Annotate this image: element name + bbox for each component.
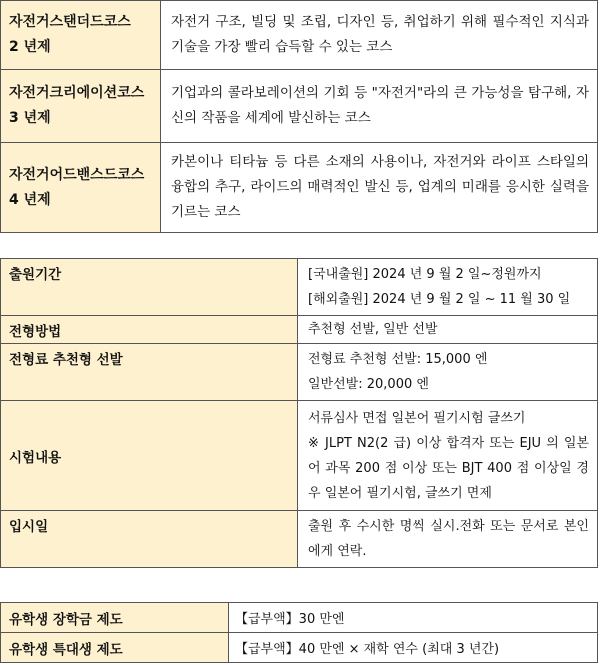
- course-description: 자전거 구조, 빌딩 및 조립, 디자인 등, 취업하기 위해 필수적인 지식과 기술을 가장 빨리 습득할 수 있는 코스: [161, 1, 598, 70]
- course-years: 3 년제: [9, 110, 51, 126]
- exam-line2: ※ JLPT N2(2 급) 이상 합격자 또는 EJU 의 일본어 과목 200 점 이상 또는 BJT 400 점 이상일 경우 일본어 필기시험, 글쓰기 면제: [308, 435, 589, 501]
- method-label: 전형방법: [1, 316, 298, 344]
- exam-line1: 서류심사 면접 일본어 필기시험 글쓰기: [308, 410, 526, 426]
- scholarship-row: [1, 603, 598, 633]
- scholarship-table: [0, 602, 598, 663]
- period-value: [298, 259, 598, 316]
- course-years: 4 년제: [9, 191, 51, 208]
- method-value: 추천형 선발, 일반 선발: [298, 316, 598, 344]
- fee-recommend: 전형료 추천형 선발: 15,000 엔: [308, 352, 488, 367]
- fee-label: 전형료 추천형 선발: [1, 344, 298, 401]
- course-name: 자전거스탠더드코스: [9, 14, 131, 30]
- exam-row: [1, 401, 598, 511]
- course-description: 기업과의 콜라보레이션의 기회 등 "자전거"라의 큰 가능성을 탐구해, 자신의 작품을 세계에 발신하는 코스: [161, 70, 598, 143]
- entry-value: 출원 후 수시한 명씩 실시.전화 또는 문서로 본인에게 연락.: [298, 511, 598, 568]
- scholarship-value: 【급부액】30 만엔: [229, 603, 598, 633]
- course-name-cell: [1, 70, 161, 143]
- scholarship-row: [1, 633, 598, 663]
- course-name: 자전거어드밴스드코스: [9, 166, 145, 183]
- period-row: [1, 259, 598, 316]
- course-name: 자전거크리에이션코스: [9, 85, 145, 101]
- course-row: [1, 1, 598, 70]
- entry-row: [1, 511, 598, 568]
- fee-value: [298, 344, 598, 401]
- course-name-cell: [1, 143, 161, 233]
- scholarship-value: 【급부액】40 만엔 × 재학 연수 (최대 3 년간): [229, 633, 598, 663]
- scholarship-label: 유학생 특대생 제도: [1, 633, 229, 663]
- fee-row: [1, 344, 598, 401]
- course-name-cell: [1, 1, 161, 70]
- course-description: 카본이나 티타늄 등 다른 소재의 사용이나, 자전거와 라이프 스타일의 융합의 추구, 라이드의 매력적인 발신 등, 업계의 미래를 응시한 실력을 기르는 코스: [161, 143, 598, 233]
- course-row: [1, 143, 598, 233]
- scholarship-label: 유학생 장학금 제도: [1, 603, 229, 633]
- entry-label: 입시일: [1, 511, 298, 568]
- period-overseas: [해외출원] 2024 년 9 월 2 일 ~ 11 월 30 일: [308, 292, 571, 307]
- fee-general: 일반선발: 20,000 엔: [308, 377, 429, 392]
- admission-table: [0, 258, 598, 568]
- course-years: 2 년제: [9, 39, 51, 55]
- method-row: [1, 316, 598, 344]
- period-domestic: [국내출원] 2024 년 9 월 2 일~정원까지: [308, 267, 542, 282]
- exam-value: [298, 401, 598, 511]
- course-row: [1, 70, 598, 143]
- period-label: 출원기간: [1, 259, 298, 316]
- course-table: [0, 0, 598, 233]
- exam-label: 시험내용: [1, 401, 298, 511]
